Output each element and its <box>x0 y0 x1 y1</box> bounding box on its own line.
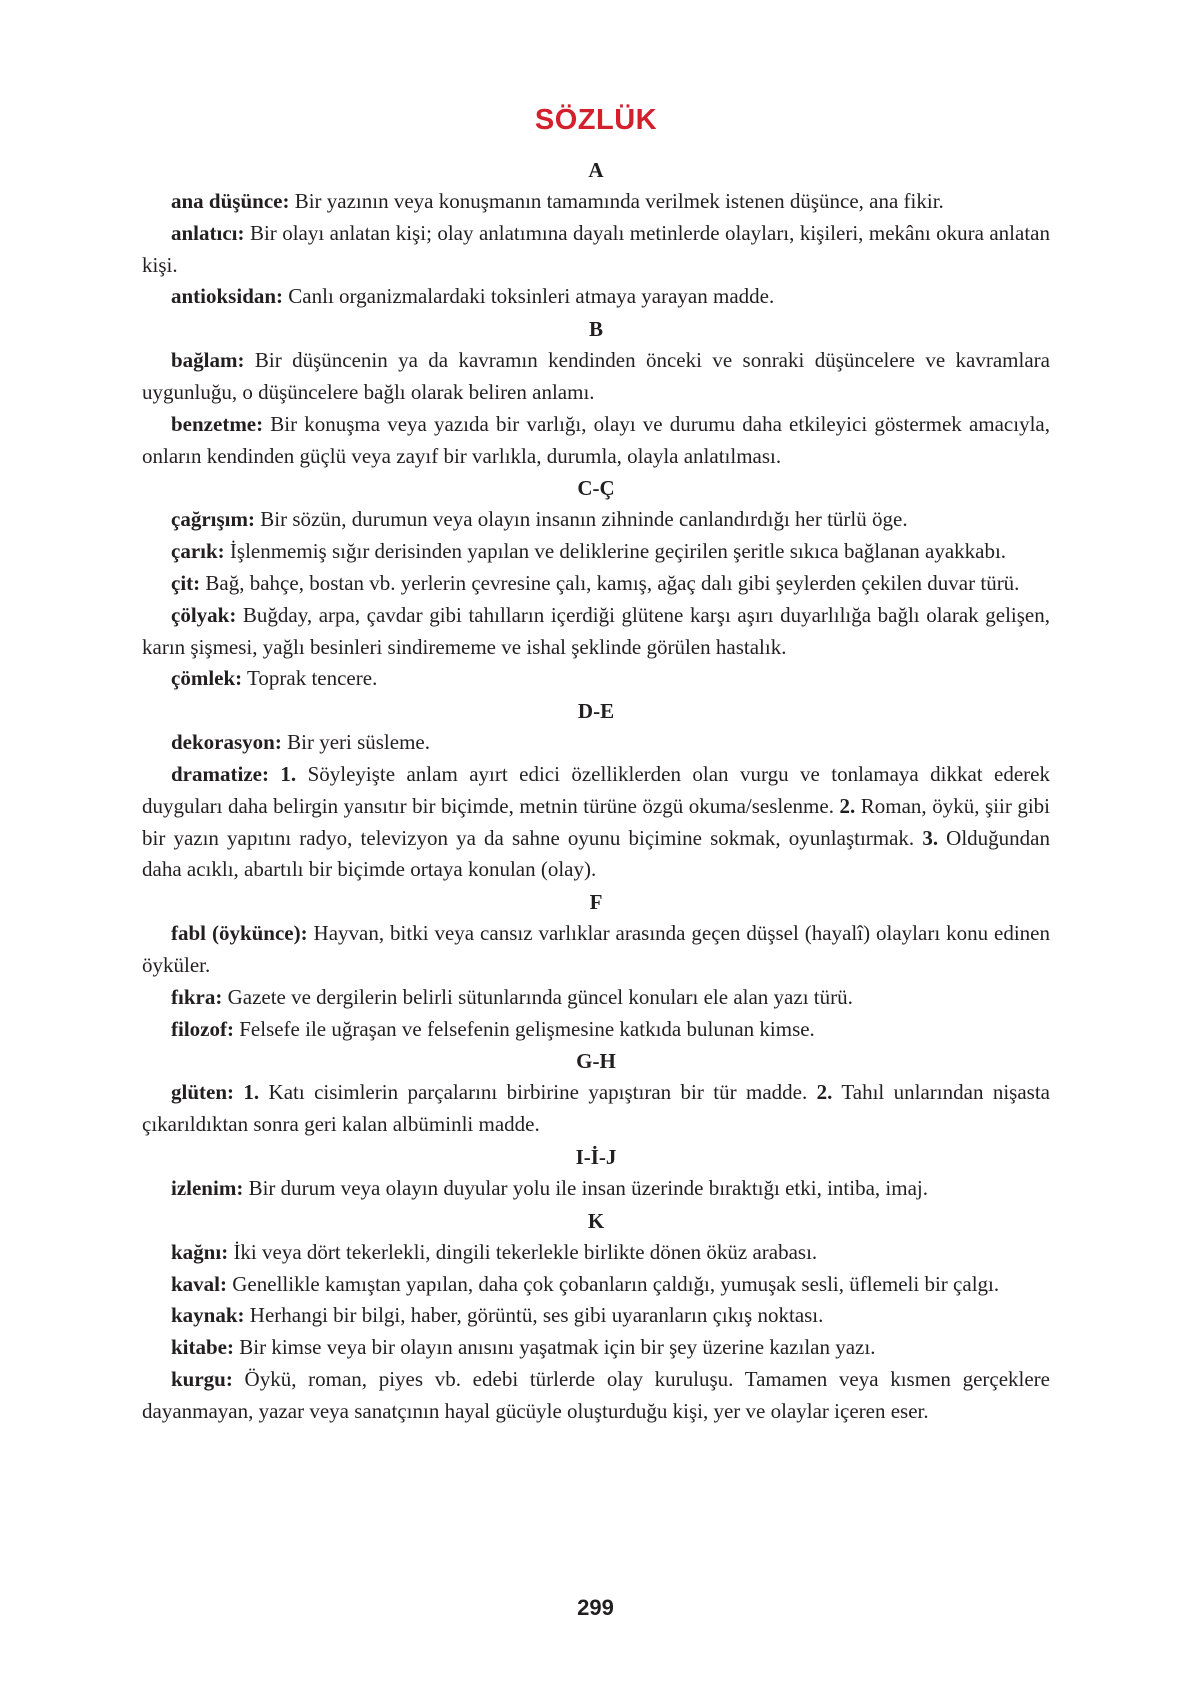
glossary-entry <box>142 504 1050 536</box>
sense-number: 1. <box>243 1080 260 1105</box>
entry-definition: Katı cisimlerin parçalarını birbirine yapıştıran bir tür madde. <box>259 1080 817 1105</box>
entry-definition: Bir düşüncenin ya da kavramın kendinden önceki ve sonraki düşüncelere ve kavramlara uygunluğu, o düşüncelere bağlı olarak beliren anlamı. <box>142 348 1050 404</box>
glossary-entry <box>142 218 1050 282</box>
entry-term: benzetme: <box>171 411 264 436</box>
glossary-entry <box>142 281 1050 313</box>
entry-term: antioksidan: <box>171 284 284 309</box>
entry-term: ana düşünce: <box>171 189 290 213</box>
glossary-entry <box>142 1077 1050 1141</box>
entry-term: kurgu: <box>171 1366 233 1391</box>
entry-term: kağnı: <box>171 1239 229 1264</box>
entry-term: glüten: <box>171 1080 234 1105</box>
entry-definition: Hayvan, bitki veya cansız varlıklar arasında geçen düşsel (hayalî) olayları konu edinen öyküler. <box>142 921 1050 977</box>
entry-term: anlatıcı: <box>171 220 245 245</box>
glossary-entry <box>142 1237 1050 1269</box>
sense-number: 3. <box>922 825 939 850</box>
entry-term: çölyak: <box>171 602 237 627</box>
glossary-entry <box>142 1332 1050 1364</box>
glossary-entry <box>142 918 1050 982</box>
dictionary-page <box>142 100 1050 1428</box>
page-title: SÖZLÜK <box>534 104 658 136</box>
entry-definition: Gazete ve dergilerin belirli sütunlarında güncel konuları ele alan yazı türü. <box>222 984 853 1009</box>
entry-definition: Öykü, roman, piyes vb. edebi türlerde olay kuruluşu. Tamamen veya kısmen gerçeklere dayanmayan, yazar veya sanatçının hayal gücüyle oluşturduğu kişi, yer ve olaylar içeren eser. <box>142 1366 1050 1423</box>
section-letter: K <box>587 1208 605 1233</box>
glossary-entry <box>142 663 1050 695</box>
entry-definition: Bir kimse veya bir olayın anısını yaşatmak için bir şey üzerine kazılan yazı. <box>234 1335 876 1360</box>
entry-definition: Felsefe ile uğraşan ve felsefenin gelişmesine katkıda bulunan kimse. <box>233 1016 815 1041</box>
entry-term: fıkra: <box>171 984 223 1009</box>
sense-number: 2. <box>839 793 856 818</box>
glossary-entry <box>142 982 1050 1014</box>
glossary-entry <box>142 1300 1050 1332</box>
glossary-entry <box>142 536 1050 568</box>
entry-definition <box>269 762 280 786</box>
glossary-entry <box>142 1014 1050 1046</box>
section-letter: I-İ-J <box>575 1144 617 1169</box>
entry-definition: Tahıl unlarından nişasta çıkarıldıktan sonra geri kalan albüminli madde. <box>142 1080 1051 1137</box>
entry-definition <box>234 1080 243 1104</box>
entry-definition: Buğday, arpa, çavdar gibi tahılların içerdiği glütene karşı aşırı duyarlılığa bağlı olarak gelişen, karın şişmesi, yağlı besinleri sindirememe ve ishal şeklinde görülen hastalık. <box>142 602 1050 659</box>
glossary-entry <box>142 1269 1050 1301</box>
glossary-sections <box>142 154 1050 1428</box>
glossary-entry <box>142 759 1050 886</box>
glossary-entry <box>142 568 1050 600</box>
entry-term: dramatize: <box>171 761 269 786</box>
entry-term: filozof: <box>171 1016 234 1041</box>
glossary-entry <box>142 409 1050 473</box>
section-letter: G-H <box>576 1049 616 1074</box>
entry-term: fabl (öykünce): <box>171 921 308 946</box>
entry-definition: Herhangi bir bilgi, haber, görüntü, ses gibi uyaranların çıkış noktası. <box>244 1303 824 1328</box>
section-letter: C-Ç <box>577 476 615 501</box>
entry-definition: Bir konuşma veya yazıda bir varlığı, olayı ve durumu daha etkileyici göstermek amacıyla, onların kendinden güçlü veya zayıf bir varlıkla, durumla, olayla anlatılması. <box>142 411 1050 468</box>
entry-term: çarık: <box>171 539 225 564</box>
entry-definition: Bir sözün, durumun veya olayın insanın zihninde canlandırdığı her türlü öge. <box>254 507 908 532</box>
entry-definition: Bir durum veya olayın duyular yolu ile insan üzerinde bıraktığı etki, intiba, imaj. <box>243 1175 928 1200</box>
sense-number: 2. <box>816 1080 833 1105</box>
page-number: 299 <box>577 1595 614 1620</box>
entry-definition: Roman, öykü, şiir gibi bir yazın yapıtını radyo, televizyon ya da sahne oyunu biçimine sokmak, oyunlaştırmak. <box>142 793 1050 850</box>
entry-definition: Genellikle kamıştan yapılan, daha çok çobanların çaldığı, yumuşak sesli, üflemeli bir çalgı. <box>227 1271 1000 1296</box>
entry-definition: İki veya dört tekerlekli, dingili tekerlekle birlikte dönen öküz arabası. <box>228 1239 818 1264</box>
entry-term: kitabe: <box>171 1335 234 1360</box>
entry-definition: Toprak tencere. <box>242 666 378 691</box>
entry-definition: Söyleyişte anlam ayırt edici özelliklerden olan vurgu ve tonlamaya dikkat ederek duyguları daha belirgin yansıtır bir biçimde, metnin türüne özgü okuma/seslenme. <box>142 761 1050 818</box>
entry-term: kaynak: <box>171 1303 245 1328</box>
entry-definition: Bir olayı anlatan kişi; olay anlatımına dayalı metinlerde olayları, kişileri, mekânı okura anlatan kişi. <box>142 220 1050 277</box>
entry-term: bağlam: <box>171 348 245 373</box>
glossary-entry <box>142 345 1050 409</box>
section-letter: D-E <box>577 699 615 724</box>
glossary-entry <box>142 600 1050 664</box>
glossary-entry <box>142 1173 1050 1205</box>
sense-number: 1. <box>280 761 297 786</box>
section-letter: F <box>589 890 603 915</box>
entry-definition: İşlenmemiş sığır derisinden yapılan ve deliklerine geçirilen şeritle sıkıca bağlanan ayakkabı. <box>224 539 1007 564</box>
entry-definition: Bir yeri süsleme. <box>281 730 430 755</box>
glossary-entry <box>142 1364 1050 1428</box>
entry-term: kaval: <box>171 1271 228 1296</box>
glossary-entry <box>142 186 1050 218</box>
entry-term: çömlek: <box>171 666 243 691</box>
entry-definition: Bağ, bahçe, bostan vb. yerlerin çevresine çalı, kamış, ağaç dalı gibi şeylerden çekilen duvar türü. <box>200 570 1020 595</box>
glossary-entry <box>142 727 1050 759</box>
entry-definition: Bir yazının veya konuşmanın tamamında verilmek istenen düşünce, ana fikir. <box>289 189 944 213</box>
entry-definition: Canlı organizmalardaki toksinleri atmaya yarayan madde. <box>283 284 775 309</box>
entry-term: çağrışım: <box>171 507 255 532</box>
section-letter: B <box>588 317 603 342</box>
entry-term: izlenim: <box>171 1175 244 1200</box>
entry-definition: Olduğundan daha acıklı, abartılı bir biçimde ortaya konulan (olay). <box>142 825 1050 882</box>
entry-term: dekorasyon: <box>171 730 282 755</box>
entry-term: çit: <box>171 570 201 595</box>
section-letter: A <box>588 158 604 182</box>
